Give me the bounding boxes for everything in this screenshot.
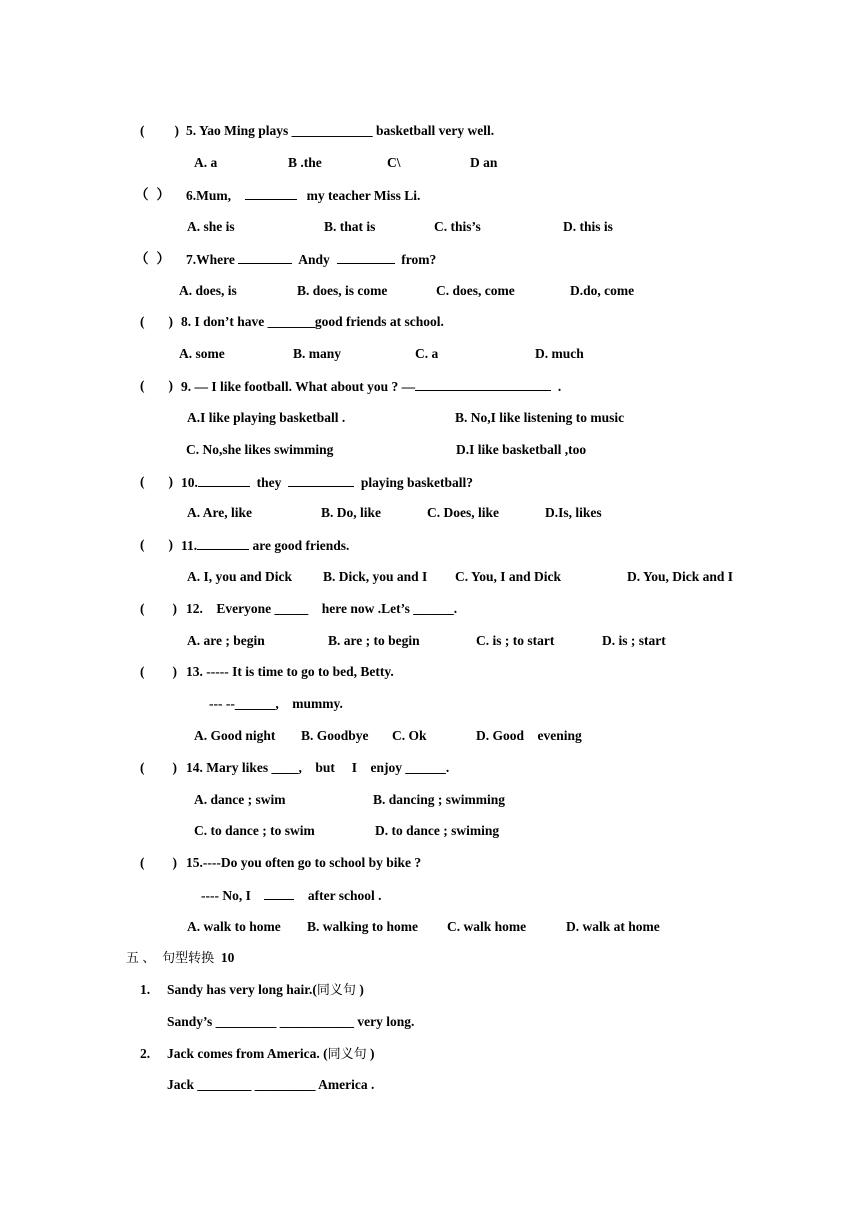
stem-part: from?: [401, 252, 437, 267]
answer-line-2[interactable]: Jack ________ _________ America .: [167, 1077, 375, 1092]
answer-paren-q10[interactable]: [140, 473, 173, 491]
question-6-stem: [186, 186, 420, 205]
blank[interactable]: [288, 473, 354, 487]
paren-open: （: [135, 251, 149, 266]
option-a: A. dance ; swim: [194, 792, 286, 807]
option-b: B .the: [288, 155, 322, 170]
question-10-stem: [181, 473, 473, 492]
question-13-reply: --- --______, mummy.: [209, 696, 343, 711]
option-c: C. a: [415, 346, 439, 361]
paren-open: (: [140, 378, 145, 393]
section-title: 句型转换: [162, 951, 215, 966]
question-15-reply: [201, 886, 382, 905]
item-text: ): [355, 982, 364, 997]
blank[interactable]: [197, 536, 249, 550]
paren-close: ): [172, 760, 177, 775]
stem-part: they: [256, 475, 282, 490]
answer-paren-q11[interactable]: [140, 536, 173, 554]
item-note: 同义句: [327, 1047, 367, 1062]
option-b: B. Goodbye: [301, 728, 369, 743]
option-c: C. Does, like: [427, 505, 499, 520]
option-c: C\: [387, 155, 401, 170]
option-d: D. Good evening: [476, 728, 582, 743]
question-9-stem: [181, 377, 561, 396]
option-a: A.I like playing basketball .: [187, 410, 346, 425]
option-c: C. to dance ; to swim: [194, 823, 315, 838]
item-number: 1.: [140, 982, 151, 997]
item-text: Jack comes from America. (: [167, 1046, 328, 1061]
reply-part: ---- No, I: [201, 888, 251, 903]
paren-close: ): [168, 537, 173, 552]
option-a: A. a: [194, 155, 218, 170]
item-number: 2.: [140, 1046, 151, 1061]
option-b: B. dancing ; swimming: [373, 792, 506, 807]
stem-part: basketball very well.: [372, 123, 495, 138]
paren-close: ）: [156, 251, 170, 266]
option-b: B. that is: [324, 219, 376, 234]
option-d: D.do, come: [570, 283, 635, 298]
option-a: A. does, is: [179, 283, 237, 298]
option-c: C. this’s: [434, 219, 481, 234]
blank[interactable]: [337, 250, 395, 264]
option-c: C. does, come: [436, 283, 515, 298]
option-b: B. No,I like listening to music: [455, 410, 625, 425]
paren-open: (: [140, 760, 145, 775]
question-7-stem: [186, 250, 436, 269]
item-text: ): [366, 1046, 375, 1061]
answer-paren-q6[interactable]: [135, 186, 170, 204]
option-b: B. Dick, you and I: [323, 569, 428, 584]
blank[interactable]: [238, 250, 292, 264]
option-d: D. is ; start: [602, 633, 666, 648]
option-c: C. No,she likes swimming: [186, 442, 334, 457]
answer-paren-q13[interactable]: [140, 663, 177, 681]
blank[interactable]: [198, 473, 250, 487]
reply-part: after school .: [307, 888, 382, 903]
blank[interactable]: [245, 186, 297, 200]
option-b: B. Do, like: [321, 505, 382, 520]
paren-open: (: [140, 314, 145, 329]
paren-close: ): [172, 601, 177, 616]
option-d: D. this is: [563, 219, 613, 234]
option-d: D.I like basketball ,too: [456, 442, 587, 457]
paren-open: (: [140, 537, 145, 552]
section-points: 10: [220, 950, 235, 965]
option-c: C. Ok: [392, 728, 427, 743]
stem-part: 7.Where: [186, 252, 235, 267]
paren-open: (: [140, 123, 145, 138]
paren-close: ): [172, 855, 177, 870]
stem-part: .: [557, 379, 562, 394]
option-b: B. are ; to begin: [328, 633, 420, 648]
answer-paren-q12[interactable]: [140, 600, 177, 618]
answer-paren-q14[interactable]: [140, 759, 177, 777]
stem-part: 5. Yao Ming plays: [186, 123, 292, 138]
paren-open: （: [135, 187, 149, 202]
option-a: A. Are, like: [187, 505, 252, 520]
paren-open: (: [140, 474, 145, 489]
option-a: A. Good night: [194, 728, 276, 743]
option-c: C. is ; to start: [476, 633, 555, 648]
answer-paren-q5[interactable]: [140, 122, 179, 140]
option-d: D. walk at home: [566, 919, 660, 934]
question-15-stem: 15.----Do you often go to school by bike ?: [186, 855, 422, 870]
question-13-stem: 13. ----- It is time to go to bed, Betty.: [186, 664, 394, 679]
question-5-stem: [186, 122, 494, 140]
paren-close: ）: [156, 187, 170, 202]
question-8-stem: 8. I don’t have _______good friends at school.: [181, 314, 444, 329]
item-note: 同义句: [316, 983, 356, 998]
option-b: B. walking to home: [307, 919, 419, 934]
section-5-heading: [126, 949, 234, 968]
question-12-stem: 12. Everyone _____ here now .Let’s ______.: [186, 601, 458, 616]
paren-close: ): [172, 664, 177, 679]
stem-part: 11.: [181, 538, 198, 553]
stem-part: are good friends.: [252, 538, 350, 553]
paren-close: ): [168, 314, 173, 329]
transform-item-1: [167, 981, 364, 1000]
question-14-stem: 14. Mary likes ____, but I enjoy ______.: [186, 760, 450, 775]
option-c: C. walk home: [447, 919, 527, 934]
answer-paren-q9[interactable]: [140, 377, 173, 395]
option-d: D. much: [535, 346, 584, 361]
stem-part: Andy: [298, 252, 330, 267]
transform-item-2: [167, 1045, 374, 1064]
stem-part: 10.: [181, 475, 198, 490]
section-number: 五: [126, 951, 140, 966]
option-c: C. You, I and Dick: [455, 569, 562, 584]
option-d: D. to dance ; swiming: [375, 823, 500, 838]
option-d: D an: [470, 155, 498, 170]
option-a: A. she is: [187, 219, 235, 234]
stem-part: playing basketball?: [360, 475, 474, 490]
option-a: A. some: [179, 346, 225, 361]
paren-open: (: [140, 855, 145, 870]
paren-close: ): [168, 474, 173, 489]
stem-part: 6.Mum,: [186, 188, 231, 203]
option-a: A. walk to home: [187, 919, 281, 934]
question-11-stem: [181, 536, 349, 555]
option-a: A. I, you and Dick: [187, 569, 293, 584]
paren-open: (: [140, 664, 145, 679]
answer-paren-q15[interactable]: [140, 854, 177, 872]
option-b: B. does, is come: [297, 283, 388, 298]
paren-close: ): [174, 123, 179, 138]
option-d: D. You, Dick and I: [627, 569, 734, 584]
answer-paren-q8[interactable]: [140, 313, 173, 331]
blank[interactable]: [264, 886, 294, 900]
paren-open: (: [140, 601, 145, 616]
option-d: D.Is, likes: [545, 505, 602, 520]
section-separator: 、: [142, 951, 156, 966]
option-a: A. are ; begin: [187, 633, 265, 648]
stem-part: 9. — I like football. What about you ? —: [181, 379, 416, 394]
paren-close: ): [168, 378, 173, 393]
option-b: B. many: [293, 346, 342, 361]
stem-part: my teacher Miss Li.: [306, 188, 421, 203]
item-text: Sandy has very long hair.(: [167, 982, 317, 997]
answer-line-1[interactable]: Sandy’s _________ ___________ very long.: [167, 1014, 415, 1029]
blank: ____________: [291, 123, 373, 138]
answer-paren-q7[interactable]: [135, 250, 170, 268]
blank[interactable]: [415, 377, 551, 391]
